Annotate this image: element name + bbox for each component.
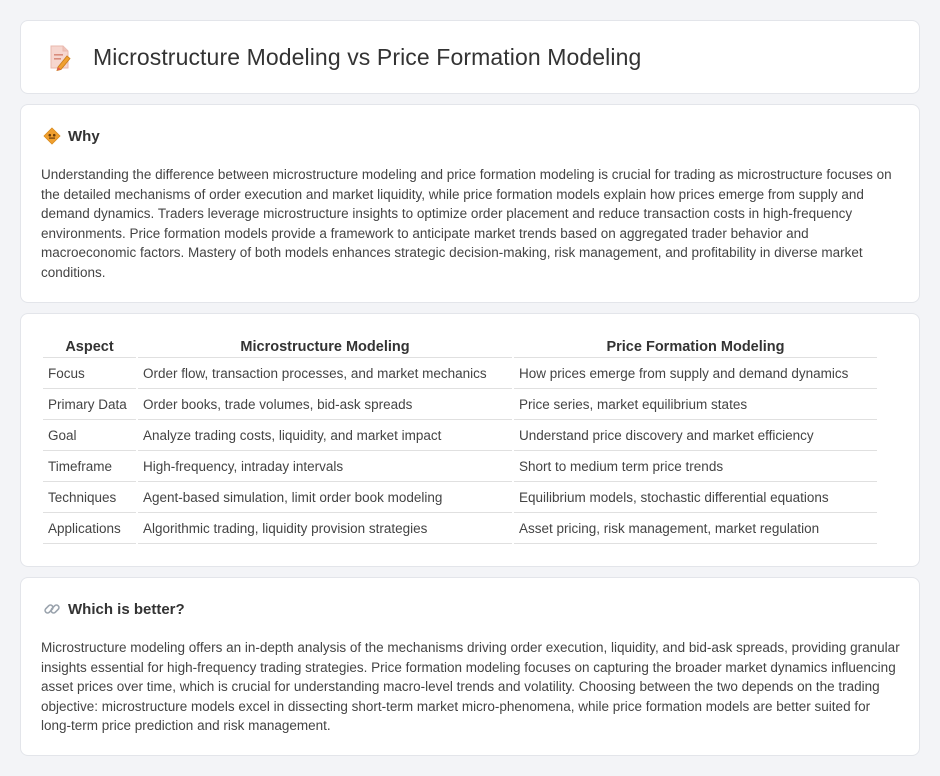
row-microstructure: Analyze trading costs, liquidity, and market impact (138, 420, 512, 451)
row-microstructure: High-frequency, intraday intervals (138, 451, 512, 482)
which-better-title: Which is better? (68, 600, 185, 618)
why-title: Why (68, 127, 100, 145)
document-pencil-icon (47, 43, 73, 71)
table-row (43, 513, 877, 544)
row-microstructure: Order flow, transaction processes, and market mechanics (138, 358, 512, 389)
row-microstructure: Agent-based simulation, limit order book modeling (138, 482, 512, 513)
title-card (20, 20, 920, 94)
row-price-formation: How prices emerge from supply and demand dynamics (514, 358, 877, 389)
row-microstructure: Algorithmic trading, liquidity provision strategies (138, 513, 512, 544)
row-price-formation: Short to medium term price trends (514, 451, 877, 482)
title-row (47, 43, 641, 71)
table-row (43, 420, 877, 451)
which-better-card (20, 577, 920, 756)
table-row (43, 482, 877, 513)
row-price-formation: Equilibrium models, stochastic differential equations (514, 482, 877, 513)
row-price-formation: Understand price discovery and market efficiency (514, 420, 877, 451)
row-aspect: Primary Data (43, 389, 136, 420)
table-row (43, 389, 877, 420)
header-microstructure: Microstructure Modeling (138, 336, 512, 358)
link-icon (43, 600, 61, 618)
table-row (43, 358, 877, 389)
which-better-heading (43, 600, 185, 618)
row-aspect: Focus (43, 358, 136, 389)
page-title: Microstructure Modeling vs Price Formation Modeling (93, 43, 642, 70)
why-paragraph: Understanding the difference between microstructure modeling and price formation modeling is crucial for trading as microstructure focuses on the detailed mechanisms of order execution and market liquidity, while price formation models explain how prices emerge from supply and demand dynamics. Traders leverage microstructure insights to optimize order placement and reduce transaction costs in high-frequency environments. Price formation models provide a framework to anticipate market trends based on aggregated trader behavior and macroeconomic factors. Mastery of both models enhances strategic decision-making, risk management, and profitability in diverse market conditions. (41, 167, 892, 280)
row-aspect: Applications (43, 513, 136, 544)
row-aspect: Timeframe (43, 451, 136, 482)
why-heading (43, 127, 100, 145)
table-header-row (43, 336, 877, 358)
row-aspect: Goal (43, 420, 136, 451)
comparison-table (41, 336, 879, 544)
row-price-formation: Asset pricing, risk management, market regulation (514, 513, 877, 544)
which-better-paragraph: Microstructure modeling offers an in-depth analysis of the mechanisms driving order execution, liquidity, and bid-ask spreads, providing granular insights essential for high-frequency trading strategies. Price formation modeling focuses on capturing the broader market dynamics influencing asset prices over time, which is crucial for understanding macro-level trends and volatility. Choosing between the two depends on the trading objective: microstructure models excel in dissecting short-term market micro-phenomena, while price formation models are better suited for long-term price prediction and risk management. (41, 640, 900, 734)
row-microstructure: Order books, trade volumes, bid-ask spreads (138, 389, 512, 420)
comparison-card (20, 313, 920, 567)
diamond-sign-icon (43, 127, 61, 145)
header-price-formation: Price Formation Modeling (514, 336, 877, 358)
why-card (20, 104, 920, 303)
header-aspect: Aspect (43, 336, 136, 358)
row-aspect: Techniques (43, 482, 136, 513)
table-row (43, 451, 877, 482)
row-price-formation: Price series, market equilibrium states (514, 389, 877, 420)
